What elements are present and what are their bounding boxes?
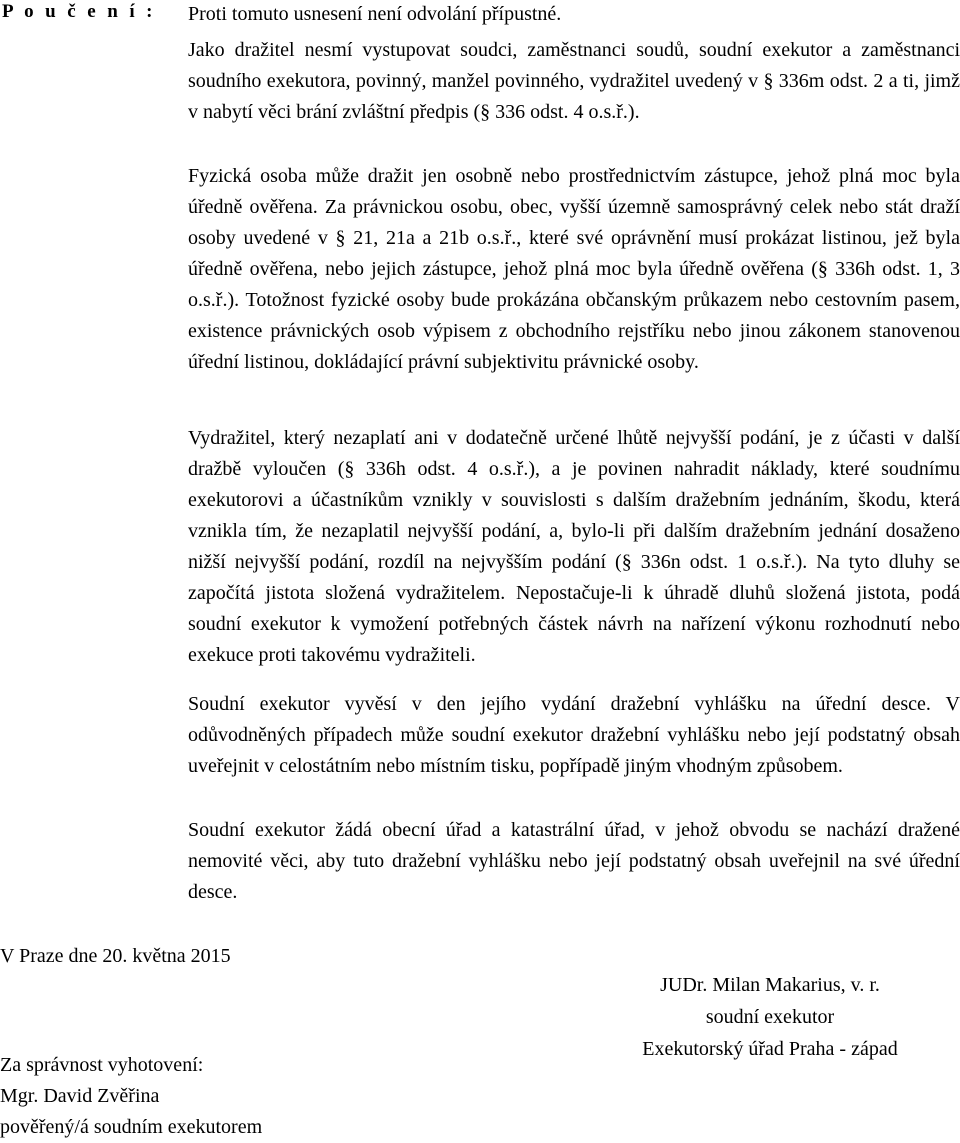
clerk-name: Mgr. David Zvěřina xyxy=(0,1085,160,1107)
pouceni-block-3 xyxy=(188,161,960,378)
signer-name: JUDr. Milan Makarius, v. r. xyxy=(660,974,880,996)
paragraph-publication: Soudní exekutor vyvěsí v den jejího vydání dražební vyhlášku na úřední desce. V odůvodněných případech může soudní exekutor dražební vyhlášku nebo její podstatný obsah uveřejnit v celostátním nebo místním tisku, popřípadě jiným vhodným způsobem. xyxy=(188,693,960,777)
pouceni-block xyxy=(188,0,960,30)
pouceni-block-5 xyxy=(188,689,960,782)
signer-office: Exekutorský úřad Praha - západ xyxy=(642,1038,898,1060)
clerk-role: pověřený/á soudním exekutorem xyxy=(0,1116,263,1138)
place-date: V Praze dne 20. května 2015 xyxy=(0,945,231,967)
paragraph-unpaid-bid: Vydražitel, který nezaplatí ani v dodatečně určené lhůtě nejvyšší podání, je z účasti v další dražbě vyloučen (§ 336h odst. 4 o.s.ř.), a je povinen nahradit náklady, které soudnímu exekutorovi a účastníkům vznikly v souvislosti s dalším dražebním jednáním, škodu, která vznikla tím, že nezaplatil nejvyšší podání, a, bylo-li při dalším dražebním jednání dosaženo nižší nejvyšší podání, rozdíl na nejvyšším podání (§ 336n odst. 1 o.s.ř.). Na tyto dluhy se započítá jistota složená vydražitelem. Nepostačuje-li k úhradě dluhů složená jistota, podá soudní exekutor k vymožení potřebných částek návrh na nařízení výkonu rozhodnutí nebo exekuce proti takovému vydražiteli. xyxy=(188,427,960,666)
paragraph-bidder-exclusions: Jako dražitel nesmí vystupovat soudci, zaměstnanci soudů, soudní exekutor a zaměstnanci soudního exekutora, povinný, manžel povinného, vydražitel uvedený v § 336m odst. 2 a ti, jimž v nabytí věci brání zvláštní předpis (§ 336 odst. 4 o.s.ř.). xyxy=(188,39,960,123)
paragraph-municipal-notice: Soudní exekutor žádá obecní úřad a katastrální úřad, v jehož obvodu se nachází dražené nemovité věci, aby tuto dražební vyhlášku nebo její podstatný obsah uveřejnil na své úřední desce. xyxy=(188,819,960,903)
signature-block xyxy=(600,969,940,1065)
correctness-label: Za správnost vyhotovení: xyxy=(0,1054,204,1076)
pouceni-heading: P o u č e n í : xyxy=(2,1,156,22)
paragraph-no-appeal: Proti tomuto usnesení není odvolání přípustné. xyxy=(188,3,562,25)
pouceni-block-4 xyxy=(188,423,960,671)
correctness-block xyxy=(0,1050,262,1143)
paragraph-bidding-rules: Fyzická osoba může dražit jen osobně nebo prostřednictvím zástupce, jehož plná moc byla úředně ověřena. Za právnickou osobu, obec, vyšší územně samosprávný celek nebo stát draží osoby uvedené v § 21, 21a a 21b o.s.ř., které své oprávnění musí prokázat listinou, jež byla úředně ověřena, nebo jejich zástupce, jehož plná moc byla úředně ověřena (§ 336h odst. 1, 3 o.s.ř.). Totožnost fyzické osoby bude prokázána občanským průkazem nebo cestovním pasem, existence právnických osob výpisem z obchodního rejstříku nebo jinou zákonem stanovenou úřední listinou, dokládající právní subjektivitu právnické osoby. xyxy=(188,165,960,373)
pouceni-block-6 xyxy=(188,815,960,908)
signer-role: soudní exekutor xyxy=(705,1006,835,1028)
pouceni-block-2 xyxy=(188,35,960,128)
